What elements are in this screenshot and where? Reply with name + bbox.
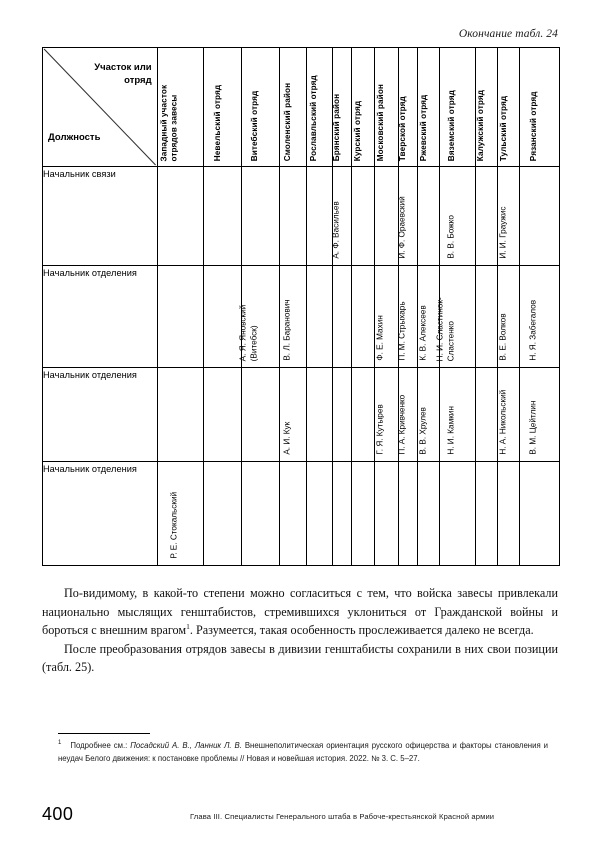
footnote (58, 740, 548, 765)
table-cell (418, 462, 440, 566)
corner-header-cell (43, 48, 158, 167)
personnel-table (42, 47, 560, 566)
table-cell (306, 462, 332, 566)
table-cell (475, 462, 498, 566)
table-cell (332, 368, 351, 462)
row-label: Начальник отделения (43, 368, 158, 462)
footnote-authors: Посадский А. В., Ланник Л. В. (130, 741, 242, 750)
cell-text: В. В. Хрулев (417, 407, 427, 455)
table-cell (241, 266, 279, 368)
table-row (43, 462, 560, 566)
table-cell (279, 266, 306, 368)
table-cell (475, 266, 498, 368)
column-header-2 (241, 48, 279, 167)
table-cell (204, 462, 242, 566)
column-header-label: Тверской отряд (397, 95, 407, 161)
paragraph-1-text-b: . Разумеется, такая особенность прослеживается далеко не всегда. (189, 623, 534, 638)
column-header-label: Смоленский район (282, 82, 292, 161)
table-cell (332, 462, 351, 566)
table-container (42, 47, 560, 566)
column-header-label: Рязанский отряд (529, 91, 539, 161)
cell-text: И. И. Граужис (497, 206, 507, 259)
page-number: 400 (42, 804, 74, 824)
table-cell (306, 368, 332, 462)
table-cell (498, 167, 520, 266)
column-header-label: Брянский район (331, 93, 341, 161)
table-cell (498, 266, 520, 368)
cell-text: В. Л. Баранович (282, 299, 292, 361)
table-cell (241, 462, 279, 566)
table-cell (332, 167, 351, 266)
column-header-1 (204, 48, 242, 167)
table-cell (241, 368, 279, 462)
column-header-label: Московский район (376, 83, 386, 161)
table-row (43, 266, 560, 368)
table-cell (374, 462, 398, 566)
table-cell (157, 266, 204, 368)
table-cell (398, 462, 417, 566)
corner-bottom-label: Должность (48, 131, 101, 143)
footnote-separator (58, 733, 150, 734)
table-cell (204, 368, 242, 462)
table-cell (204, 266, 242, 368)
cell-text: А. Я. Яновский (Витебск) (239, 304, 259, 361)
table-cell (374, 266, 398, 368)
paragraph-1-text-a: По-видимому, в какой-то степени можно согласиться с тем, что войска завесы привлекали национально мыслящих генштабистов, стремившихся уклониться от Гражданской войны и бороться с внешним врагом (42, 586, 558, 638)
table-cell (439, 462, 475, 566)
footnote-reference: 1 (186, 622, 190, 632)
cell-text: Н. И. Камкин (446, 406, 456, 455)
paragraph-1 (42, 584, 558, 640)
cell-text: Г. Я. Кутырев (375, 404, 385, 455)
paragraph-2: После преобразования отрядов завесы в дивизии генштабисты сохранили в них свои позиции (табл. 25). (42, 641, 558, 675)
column-header-9 (418, 48, 440, 167)
table-cell (435, 266, 475, 368)
table-cell (279, 167, 306, 266)
table-cell (241, 167, 279, 266)
column-header-label: Рославльский отряд (309, 74, 319, 161)
table-cell (439, 368, 475, 462)
column-header-label: Витебский отряд (250, 90, 260, 161)
cell-text: П. М. Стрыхарь (397, 301, 407, 361)
column-header-4 (306, 48, 332, 167)
column-header-label: Западный участок отрядов завесы (159, 84, 180, 161)
table-row (43, 167, 560, 266)
table-cell (332, 266, 351, 368)
table-row (43, 368, 560, 462)
column-header-8 (398, 48, 417, 167)
table-cell (475, 167, 498, 266)
table-cell (519, 462, 559, 566)
table-cell (352, 167, 375, 266)
cell-text: И. Ф. Ораевский (397, 196, 407, 259)
column-header-0 (157, 48, 204, 167)
row-label: Начальник отделения (43, 266, 158, 368)
cell-text: Ф. Е. Махин (375, 315, 385, 361)
cell-text: Р. Е. Стокальский (169, 492, 179, 559)
cell-text: В. М. Цейтлин (528, 400, 538, 455)
table-continuation-caption: Окончание табл. 24 (458, 28, 558, 40)
cell-text: А. Ф. Васильев (331, 201, 341, 259)
table-cell (519, 368, 559, 462)
cell-text: В. В. Божко (446, 215, 456, 259)
column-header-12 (498, 48, 520, 167)
column-header-label: Вяземский отряд (446, 89, 456, 161)
table-cell (398, 266, 417, 368)
table-body (43, 167, 560, 566)
table-cell (352, 266, 375, 368)
column-header-label: Тульский отряд (498, 95, 508, 161)
table-cell (157, 368, 204, 462)
table-cell (306, 167, 332, 266)
table-cell (418, 167, 440, 266)
table-cell (519, 167, 559, 266)
column-header-10 (439, 48, 475, 167)
cell-text: А. И. Кук (282, 422, 292, 455)
table-cell (157, 167, 204, 266)
table-cell (439, 167, 475, 266)
column-header-13 (519, 48, 559, 167)
column-header-label: Ржевский отряд (418, 94, 428, 161)
corner-top-label: Участок или отряд (94, 62, 152, 86)
cell-text: Н. А. Никольский (497, 390, 507, 455)
cell-text: Н. И. Сластинок-Сластенко (435, 297, 456, 361)
column-header-6 (352, 48, 375, 167)
table-cell (519, 266, 559, 368)
footnote-marker: 1 (58, 740, 62, 747)
table-cell (418, 368, 440, 462)
table-cell (352, 462, 375, 566)
cell-text: П. А. Кривченко (397, 395, 407, 455)
column-header-label: Калужский отряд (476, 89, 486, 161)
table-cell (475, 368, 498, 462)
table-cell (398, 167, 417, 266)
column-header-3 (279, 48, 306, 167)
cell-text: Н. Я. Забегалов (528, 300, 538, 361)
column-header-7 (374, 48, 398, 167)
table-header (43, 48, 560, 167)
column-header-label: Невельский отряд (212, 84, 222, 161)
table-cell (374, 368, 398, 462)
table-cell (374, 167, 398, 266)
header-row (43, 48, 560, 167)
footnote-part-1: Подробнее см.: (70, 741, 131, 750)
column-header-label: Курский отряд (352, 100, 362, 161)
table-cell (352, 368, 375, 462)
table-cell (279, 368, 306, 462)
table-cell (279, 462, 306, 566)
column-header-5 (332, 48, 351, 167)
table-cell (157, 462, 204, 566)
running-head: Глава III. Специалисты Генерального штаба в Рабоче-крестьянской Красной армии (190, 812, 495, 821)
body-text (42, 584, 558, 677)
table-cell (306, 266, 332, 368)
cell-text: К. В. Алексеев (417, 305, 427, 361)
row-label: Начальник связи (43, 167, 158, 266)
footnote-part-2: Внешнеполитическая ориентация русского офицерства и факторы становления и неудач Белого движения: к постановке проблемы // Новая и новейшая история. 2022. № 3. С. 5–27. (58, 741, 549, 763)
table-cell (398, 368, 417, 462)
row-label: Начальник отделения (43, 462, 158, 566)
table-cell (498, 368, 520, 462)
table-cell (498, 462, 520, 566)
column-header-11 (475, 48, 498, 167)
cell-text: В. Е. Волков (497, 313, 507, 361)
table-cell (204, 167, 242, 266)
